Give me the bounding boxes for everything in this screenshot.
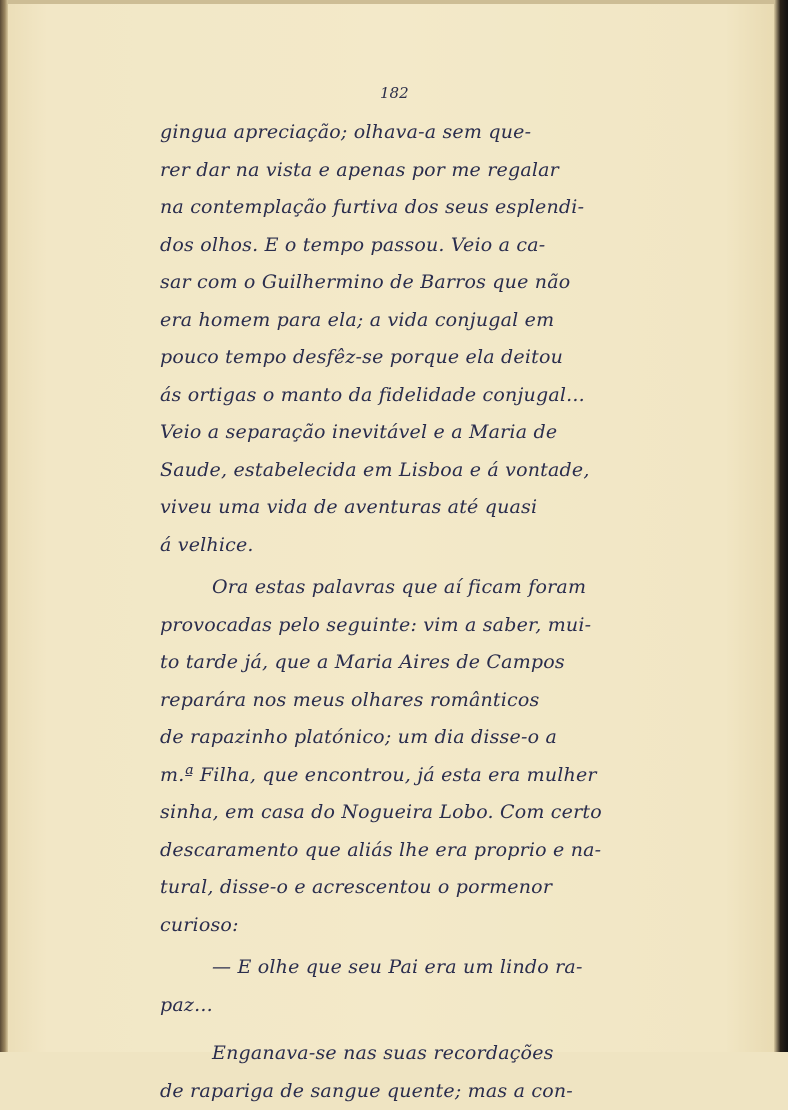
paragraph-start-line: Ora estas palavras que aí ficam foram bbox=[160, 569, 680, 607]
text-line: reparára nos meus olhares românticos bbox=[160, 682, 680, 720]
text-line: sinha, em casa do Nogueira Lobo. Com certo bbox=[160, 794, 680, 832]
page-number: 182 bbox=[380, 84, 440, 102]
text-line: descaramento que aliás lhe era proprio e na- bbox=[160, 832, 680, 870]
text-line: era homem para ela; a vida conjugal em bbox=[160, 302, 680, 340]
text-line: tural, disse-o e acrescentou o pormenor bbox=[160, 869, 680, 907]
text-line: na contemplação furtiva dos seus esplendi- bbox=[160, 189, 680, 227]
dialogue-line: — E olhe que seu Pai era um lindo ra- bbox=[160, 949, 680, 987]
text-line: gingua apreciação; olhava-a sem que- bbox=[160, 114, 680, 152]
text-line: sar com o Guilhermino de Barros que não bbox=[160, 264, 680, 302]
text-line: viveu uma vida de aventuras até quasi bbox=[160, 489, 680, 527]
text-line: curioso: bbox=[160, 907, 680, 945]
text-line: to tarde já, que a Maria Aires de Campos bbox=[160, 644, 680, 682]
text-line: ás ortigas o manto da fidelidade conjugal... bbox=[160, 377, 680, 415]
text-line: m.ª Filha, que encontrou, já esta era mulher bbox=[160, 757, 680, 795]
text-line: paz... bbox=[160, 987, 680, 1025]
text-line: de rapariga de sangue quente; mas a con- bbox=[160, 1073, 680, 1110]
page-right-edge bbox=[774, 0, 788, 1052]
paragraph-start-line: Enganava-se nas suas recordações bbox=[160, 1035, 680, 1073]
text-line: de rapazinho platónico; um dia disse-o a bbox=[160, 719, 680, 757]
page-top-edge bbox=[0, 0, 788, 4]
text-line: Saude, estabelecida em Lisboa e á vontade, bbox=[160, 452, 680, 490]
page-left-edge bbox=[0, 0, 8, 1052]
text-line: Veio a separação inevitável e a Maria de bbox=[160, 414, 680, 452]
handwritten-text bbox=[160, 114, 680, 1110]
text-line: dos olhos. E o tempo passou. Veio a ca- bbox=[160, 227, 680, 265]
text-line: pouco tempo desfêz-se porque ela deitou bbox=[160, 339, 680, 377]
text-line: provocadas pelo seguinte: vim a saber, mui- bbox=[160, 607, 680, 645]
text-line: á velhice. bbox=[160, 527, 680, 565]
text-line: rer dar na vista e apenas por me regalar bbox=[160, 152, 680, 190]
